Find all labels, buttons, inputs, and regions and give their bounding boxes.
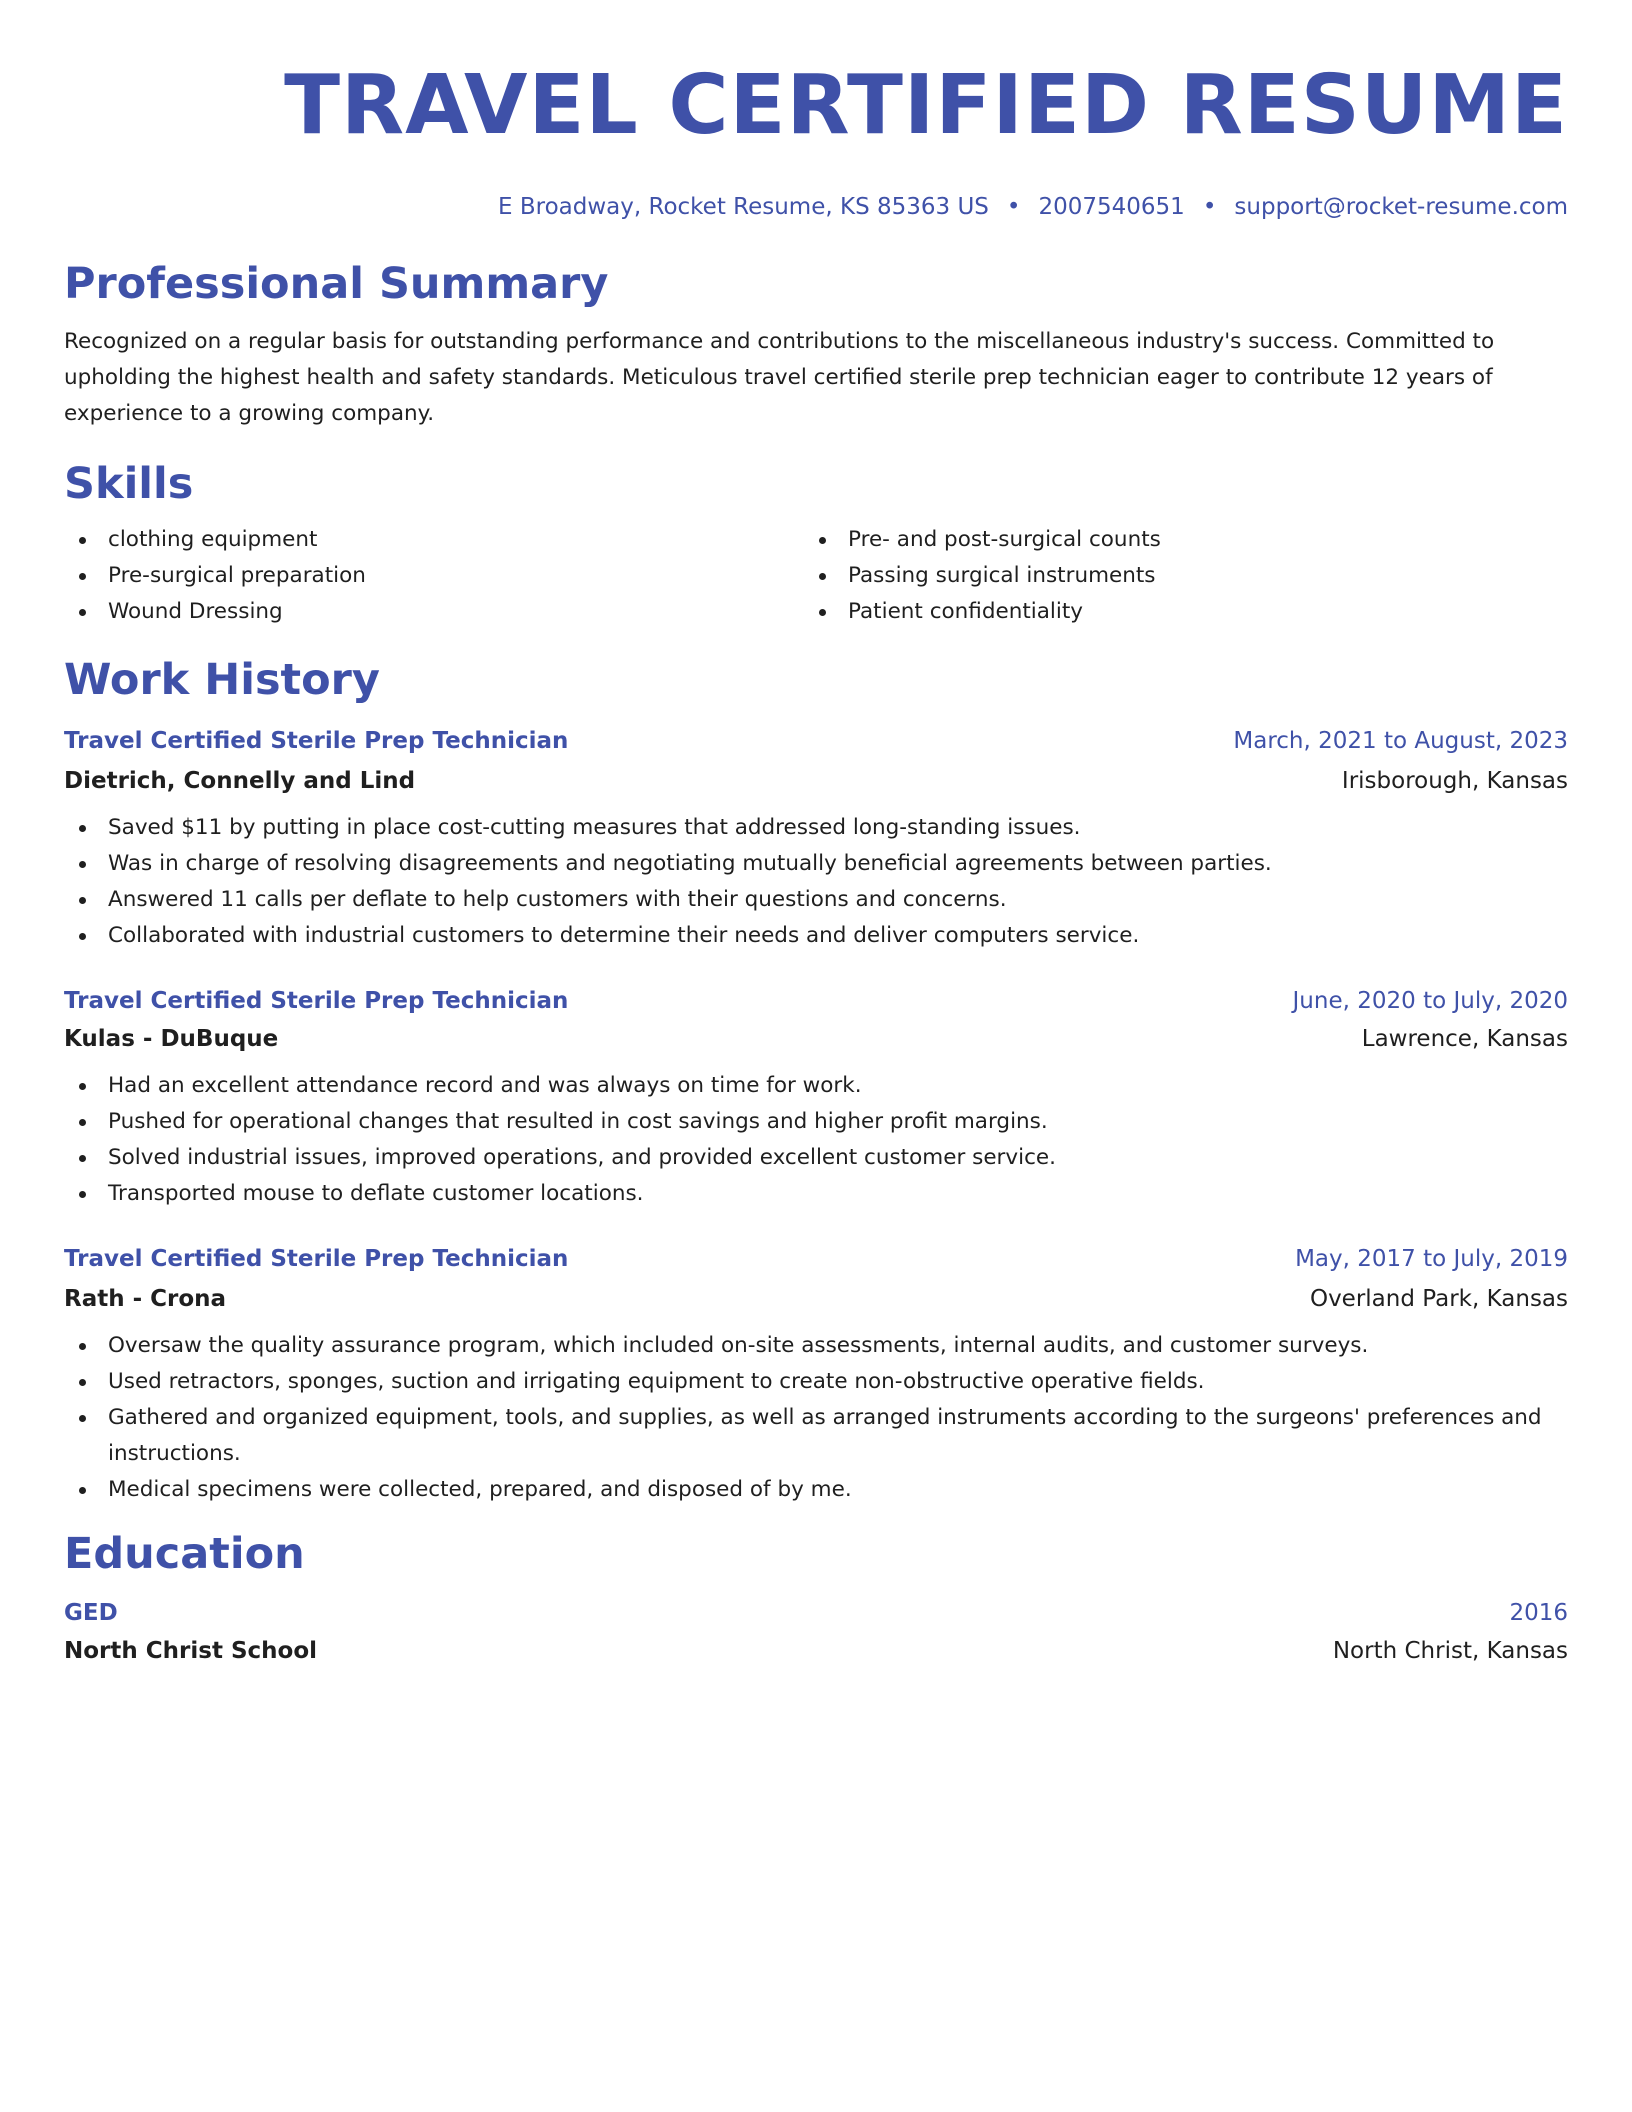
job-dates: March, 2021 to August, 2023 bbox=[1233, 728, 1568, 754]
job-bullets bbox=[64, 1328, 1568, 1508]
job-title: Travel Certified Sterile Prep Technician bbox=[64, 988, 569, 1014]
skills-list bbox=[64, 522, 1568, 630]
contact-email: support@rocket-resume.com bbox=[1234, 194, 1568, 220]
job-location: Overland Park, Kansas bbox=[1309, 1286, 1568, 1312]
job-employer: Dietrich, Connelly and Lind bbox=[64, 768, 416, 794]
contact-line bbox=[64, 192, 1568, 222]
skill-item: Patient confidentiality bbox=[804, 594, 1544, 630]
section-title-education: Education bbox=[64, 1529, 305, 1579]
job-bullet: Was in charge of resolving disagreements and negotiating mutually beneficial agreements between parties. bbox=[64, 846, 1568, 882]
job-header bbox=[64, 1244, 1568, 1274]
contact-separator: • bbox=[1202, 194, 1217, 220]
job-header bbox=[64, 726, 1568, 756]
job-bullet: Medical specimens were collected, prepared, and disposed of by me. bbox=[64, 1472, 1568, 1508]
job-bullet: Saved $11 by putting in place cost-cutting measures that addressed long-standing issues. bbox=[64, 810, 1568, 846]
job-bullet: Solved industrial issues, improved operations, and provided excellent customer service. bbox=[64, 1140, 1568, 1176]
job-dates: June, 2020 to July, 2020 bbox=[1292, 988, 1568, 1014]
education-year: 2016 bbox=[1509, 1600, 1568, 1626]
education-degree: GED bbox=[64, 1600, 118, 1626]
education-location: North Christ, Kansas bbox=[1332, 1638, 1568, 1664]
job-dates: May, 2017 to July, 2019 bbox=[1295, 1246, 1568, 1272]
resume-name: TRAVEL CERTIFIED RESUME bbox=[284, 58, 1568, 153]
job-employer: Kulas - DuBuque bbox=[64, 1026, 279, 1052]
contact-separator: • bbox=[1006, 194, 1021, 220]
skills-column-left bbox=[64, 522, 804, 630]
section-title-summary: Professional Summary bbox=[64, 259, 609, 309]
job-bullets bbox=[64, 1068, 1568, 1212]
education-header bbox=[64, 1598, 1568, 1628]
job-bullet: Transported mouse to deflate customer locations. bbox=[64, 1176, 1568, 1212]
education-entry bbox=[64, 1598, 1568, 1666]
job-entry bbox=[64, 986, 1568, 1212]
skill-item: Pre-surgical preparation bbox=[64, 558, 804, 594]
education-school-row bbox=[64, 1636, 1568, 1666]
job-location: Irisborough, Kansas bbox=[1341, 768, 1568, 794]
job-bullet: Oversaw the quality assurance program, which included on-site assessments, internal audits, and customer surveys. bbox=[64, 1328, 1568, 1364]
skill-item: Passing surgical instruments bbox=[804, 558, 1544, 594]
summary-text: Recognized on a regular basis for outstanding performance and contributions to the miscellaneous industry's success. Committed to upholding the highest health and safety standards. Meticulous travel certified sterile prep technician eager to contribute 12 years of experience to a growing company. bbox=[64, 329, 1495, 426]
job-title: Travel Certified Sterile Prep Technician bbox=[64, 728, 569, 754]
job-bullet: Answered 11 calls per deflate to help customers with their questions and concerns. bbox=[64, 882, 1568, 918]
job-entry bbox=[64, 726, 1568, 954]
skill-item: Wound Dressing bbox=[64, 594, 804, 630]
job-location: Lawrence, Kansas bbox=[1361, 1026, 1568, 1052]
job-bullet: Had an excellent attendance record and was always on time for work. bbox=[64, 1068, 1568, 1104]
section-title-skills: Skills bbox=[64, 459, 194, 509]
job-entry bbox=[64, 1244, 1568, 1508]
job-employer: Rath - Crona bbox=[64, 1286, 227, 1312]
job-header bbox=[64, 986, 1568, 1016]
contact-phone: 2007540651 bbox=[1038, 194, 1185, 220]
job-title: Travel Certified Sterile Prep Technician bbox=[64, 1246, 569, 1272]
education-school: North Christ School bbox=[64, 1638, 317, 1664]
contact-address: E Broadway, Rocket Resume, KS 85363 US bbox=[498, 194, 989, 220]
section-title-work-history: Work History bbox=[64, 655, 380, 705]
job-bullet: Collaborated with industrial customers to determine their needs and deliver computers service. bbox=[64, 918, 1568, 954]
job-employer-row bbox=[64, 1024, 1568, 1054]
job-bullets bbox=[64, 810, 1568, 954]
job-employer-row bbox=[64, 766, 1568, 796]
skill-item: clothing equipment bbox=[64, 522, 804, 558]
skill-item: Pre- and post-surgical counts bbox=[804, 522, 1544, 558]
job-employer-row bbox=[64, 1284, 1568, 1314]
job-bullet: Used retractors, sponges, suction and irrigating equipment to create non-obstructive operative fields. bbox=[64, 1364, 1568, 1400]
job-bullet: Gathered and organized equipment, tools, and supplies, as well as arranged instruments according to the surgeons' preferences and instructions. bbox=[64, 1400, 1568, 1472]
skills-column-right bbox=[804, 522, 1544, 630]
job-bullet: Pushed for operational changes that resulted in cost savings and higher profit margins. bbox=[64, 1104, 1568, 1140]
